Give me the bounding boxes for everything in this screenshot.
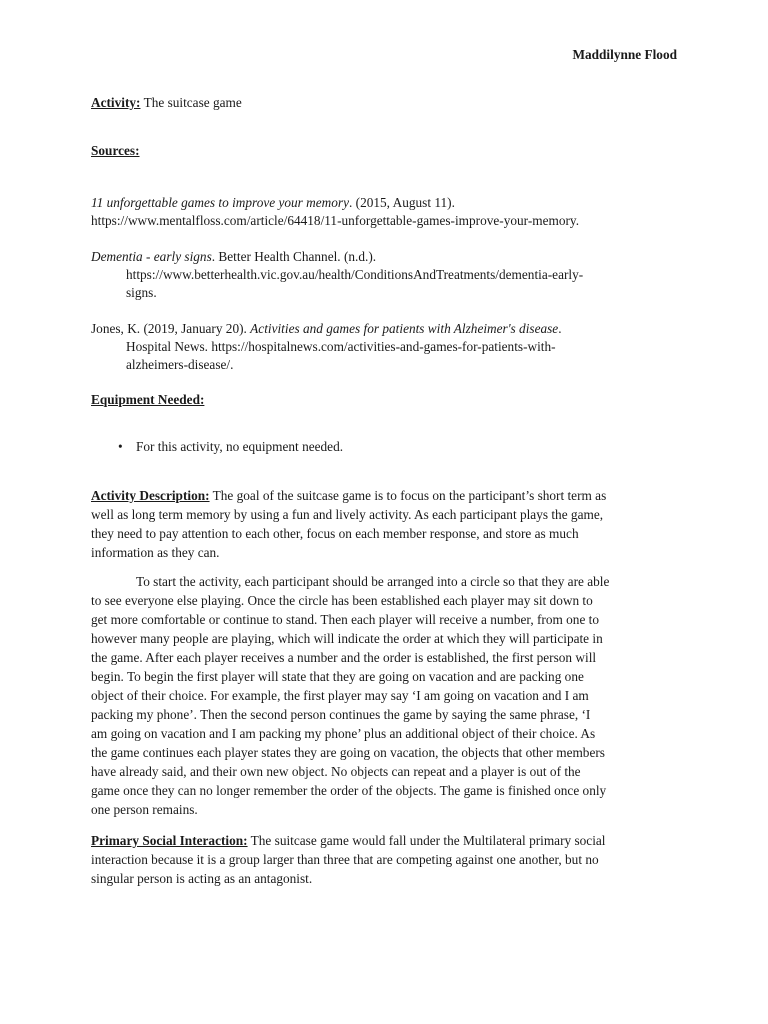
equipment-heading: Equipment Needed: <box>91 392 205 407</box>
activity-label: Activity: <box>91 95 141 110</box>
paragraph-2-line-5: the game. After each player receives a number and the order is established, the first person will <box>91 650 597 665</box>
source-1-date: . (2015, August 11). <box>349 195 455 210</box>
source-2-title: Dementia - early signs <box>91 249 212 264</box>
paragraph-2-line-4: however many people are playing, which will indicate the order at which they will participate in <box>91 631 603 646</box>
interaction-line-3: singular person is acting as an antagonist. <box>91 871 313 886</box>
source-1-line-1 <box>91 193 455 212</box>
description-line-2: well as long term memory by using a fun and lively activity. As each participant plays the game, <box>91 507 604 522</box>
interaction-label: Primary Social Interaction: <box>91 833 248 848</box>
description-label: Activity Description: <box>91 488 210 503</box>
paragraph-2-line-1: To start the activity, each participant should be arranged into a circle so that they are able <box>136 574 610 589</box>
source-3-url-cont: alzheimers-disease/. <box>126 357 234 372</box>
paragraph-2-line-13: one person remains. <box>91 802 198 817</box>
description-line-1 <box>91 486 606 505</box>
author-name: Maddilynne Flood <box>572 47 677 62</box>
paragraph-2-line-8: packing my phone’. Then the second person continues the game by saying the same phrase, ‘I <box>91 707 591 722</box>
paragraph-2-line-12: game once they can no longer remember the order of the objects. The game is finished once only <box>91 783 607 798</box>
paragraph-2-line-6: begin. To begin the first player will state that they are going on vacation and are packing one <box>91 669 584 684</box>
source-2-url-cont: signs. <box>126 285 157 300</box>
source-3-url: Hospital News. https://hospitalnews.com/activities-and-games-for-patients-with- <box>126 339 556 354</box>
source-3-line-1 <box>91 319 562 338</box>
source-3-period: . <box>558 321 562 336</box>
source-3-author: Jones, K. (2019, January 20). <box>91 321 251 336</box>
interaction-line-1 <box>91 831 606 850</box>
activity-value: The suitcase game <box>140 95 242 110</box>
source-2-url: https://www.betterhealth.vic.gov.au/health/ConditionsAndTreatments/dementia-early- <box>126 267 584 282</box>
paragraph-2-line-10: the game continues each player states they are going on vacation, the objects that other members <box>91 745 605 760</box>
bullet-icon: • <box>118 439 123 454</box>
description-line-4: information as they can. <box>91 545 220 560</box>
source-2-publisher: . Better Health Channel. (n.d.). <box>211 249 377 264</box>
sources-heading: Sources: <box>91 143 140 158</box>
description-line-3: they need to pay attention to each other, focus on each member response, and store as much <box>91 526 579 541</box>
paragraph-2-line-11: have already said, and their own new object. No objects can repeat and a player is out of the <box>91 764 581 779</box>
equipment-item: For this activity, no equipment needed. <box>136 439 344 454</box>
source-2-line-1 <box>91 247 376 266</box>
interaction-line-2: interaction because it is a group larger than three that are competing against one another, but no <box>91 852 599 867</box>
activity-line <box>91 93 242 112</box>
interaction-text-1: The suitcase game would fall under the Multilateral primary social <box>247 833 606 848</box>
paragraph-2-line-3: get more comfortable or continue to stand. Then each player will receive a number, from one to <box>91 612 600 627</box>
source-1-title: 11 unforgettable games to improve your memory <box>91 195 350 210</box>
paragraph-2-line-7: object of their choice. For example, the first player may say ‘I am going on vacation and I am <box>91 688 589 703</box>
source-3-title: Activities and games for patients with Alzheimer's disease <box>250 321 559 336</box>
paragraph-2-line-2: to see everyone else playing. Once the circle has been established each player may sit down to <box>91 593 593 608</box>
source-1-url: https://www.mentalfloss.com/article/64418/11-unforgettable-games-improve-your-memory. <box>91 213 580 228</box>
description-text-1: The goal of the suitcase game is to focus on the participant’s short term as <box>209 488 607 503</box>
paragraph-2-line-9: am going on vacation and I am packing my phone’ plus an additional object of their choice. As <box>91 726 596 741</box>
